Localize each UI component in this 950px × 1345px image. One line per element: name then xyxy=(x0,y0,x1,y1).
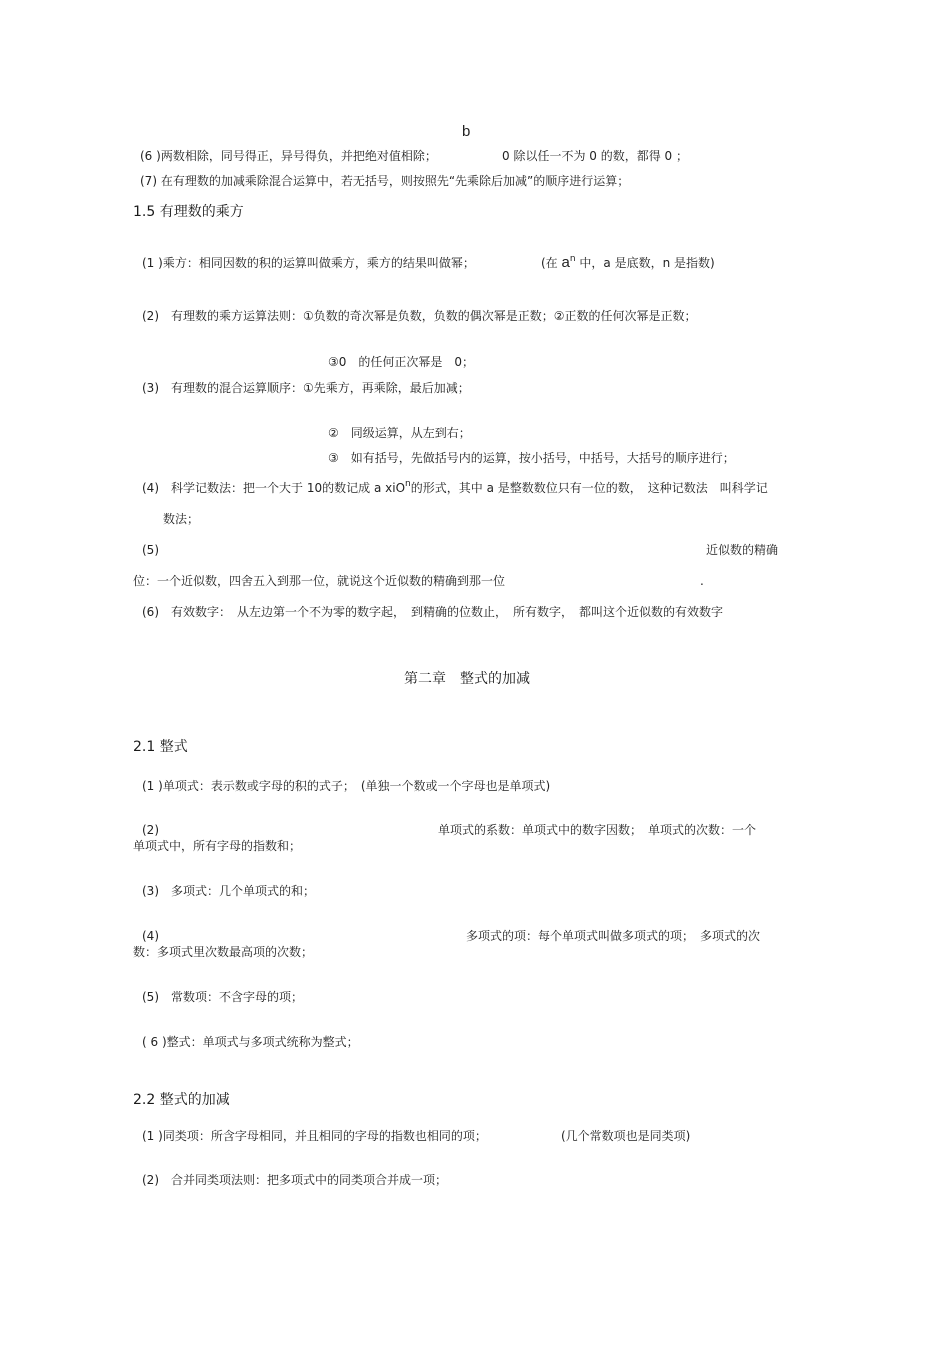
power-sign-rules: (2) 有理数的乘方运算法则：①负数的奇次幂是负数，负数的偶次幂是正数；②正数的任何次幂是正数； xyxy=(142,309,697,323)
like-terms-definition: (1 )同类项：所含字母相同，并且相同的字母的指数也相同的项； xyxy=(142,1129,487,1143)
power-notation xyxy=(541,255,715,270)
polynomial-definition: (3) 多项式：几个单项式的和； xyxy=(142,884,315,898)
polynomial-degree-cont: 数：多项式里次数最高项的次数； xyxy=(133,945,314,959)
sci-var-a: a xyxy=(373,481,382,495)
power-notation-post: 中，a 是底数，n 是指数) xyxy=(579,256,715,270)
approx-precision-def: 位：一个近似数，四舍五入到那一位，就说这个近似数的精确到那一位 xyxy=(133,574,506,588)
section-heading-1-5: 1.5 有理数的乘方 xyxy=(133,204,244,220)
approx-precision-dot: . xyxy=(700,574,704,588)
scientific-notation-cont: 数法； xyxy=(163,512,200,526)
approx-number-index: (5) xyxy=(142,543,159,557)
significant-figures: (6) 有效数字： 从左边第一个不为零的数字起， 到精确的位数止， 所有数字， 都叫这个近似数的有效数字 xyxy=(142,605,724,619)
sci-times: x xyxy=(385,481,393,495)
constant-term: (5) 常数项：不含字母的项； xyxy=(142,990,303,1004)
rule-6-division: (6 )两数相除，同号得正，异号得负，并把绝对值相除； xyxy=(140,149,437,163)
power-definition: (1 )乘方：相同因数的积的运算叫做乘方，乘方的结果叫做幂； xyxy=(142,256,475,270)
monomial-degree-index: (2) xyxy=(142,823,159,837)
power-notation-pre: (在 xyxy=(541,256,558,270)
sci-ten-power: iO xyxy=(392,481,406,495)
section-heading-2-1: 2.1 整式 xyxy=(133,739,188,755)
sci-exponent: n xyxy=(405,479,411,489)
polynomial-term-degree: 多项式的项：每个单项式叫做多项式的项； 多项式的次 xyxy=(466,929,761,943)
rule-6-zero-division: 0 除以任一不为 0 的数，都得 0 ； xyxy=(502,149,688,163)
polynomial-term-index: (4) xyxy=(142,929,159,943)
monomial-coefficient-degree: 单项式的系数：单项式中的数字因数； 单项式的次数：一个 xyxy=(438,823,757,837)
section-heading-2-2: 2.2 整式的加减 xyxy=(133,1092,230,1108)
power-exponent-n: n xyxy=(569,254,576,264)
sci-text-4: a 是整数数位只有一位的数， 这种记数法 叫科学记 xyxy=(486,481,768,495)
power-base-a: a xyxy=(561,254,570,271)
mixed-order-2: ② 同级运算，从左到右； xyxy=(328,426,471,440)
like-terms-note: (几个常数项也是同类项) xyxy=(561,1129,691,1143)
sci-text-1: (4) 科学记数法：把一个大于 xyxy=(142,481,303,495)
rule-7-mixed-ops: (7) 在有理数的加减乘除混合运算中，若无括号，则按照先“先乘除后加减”的顺序进行运算； xyxy=(140,174,630,188)
combine-like-terms-rule: (2) 合并同类项法则：把多项式中的同类项合并成一项； xyxy=(142,1173,448,1187)
mixed-order-1: (3) 有理数的混合运算顺序：①先乘方，再乘除，最后加减； xyxy=(142,381,470,395)
monomial-degree-cont: 单项式中，所有字母的指数和； xyxy=(133,839,302,853)
sci-text-3: 的形式，其中 xyxy=(410,481,483,495)
sci-ten: 10 xyxy=(306,481,323,495)
scientific-notation xyxy=(142,479,768,495)
power-sign-rules-3: ③0 的任何正次幂是 0； xyxy=(328,355,475,369)
mixed-order-3: ③ 如有括号，先做括号内的运算，按小括号，中括号，大括号的顺序进行； xyxy=(328,451,735,465)
monomial-definition: (1 )单项式：表示数或字母的积的式子； (单独一个数或一个字母也是单项式) xyxy=(142,779,551,793)
approx-precision-title: 近似数的精确 xyxy=(706,543,779,557)
fraction-denominator-b: b xyxy=(462,123,471,140)
integral-expression: ( 6 )整式：单项式与多项式统称为整式； xyxy=(142,1035,359,1049)
chapter-2-title: 第二章 整式的加减 xyxy=(404,671,530,687)
sci-text-2: 的数记成 xyxy=(322,481,371,495)
